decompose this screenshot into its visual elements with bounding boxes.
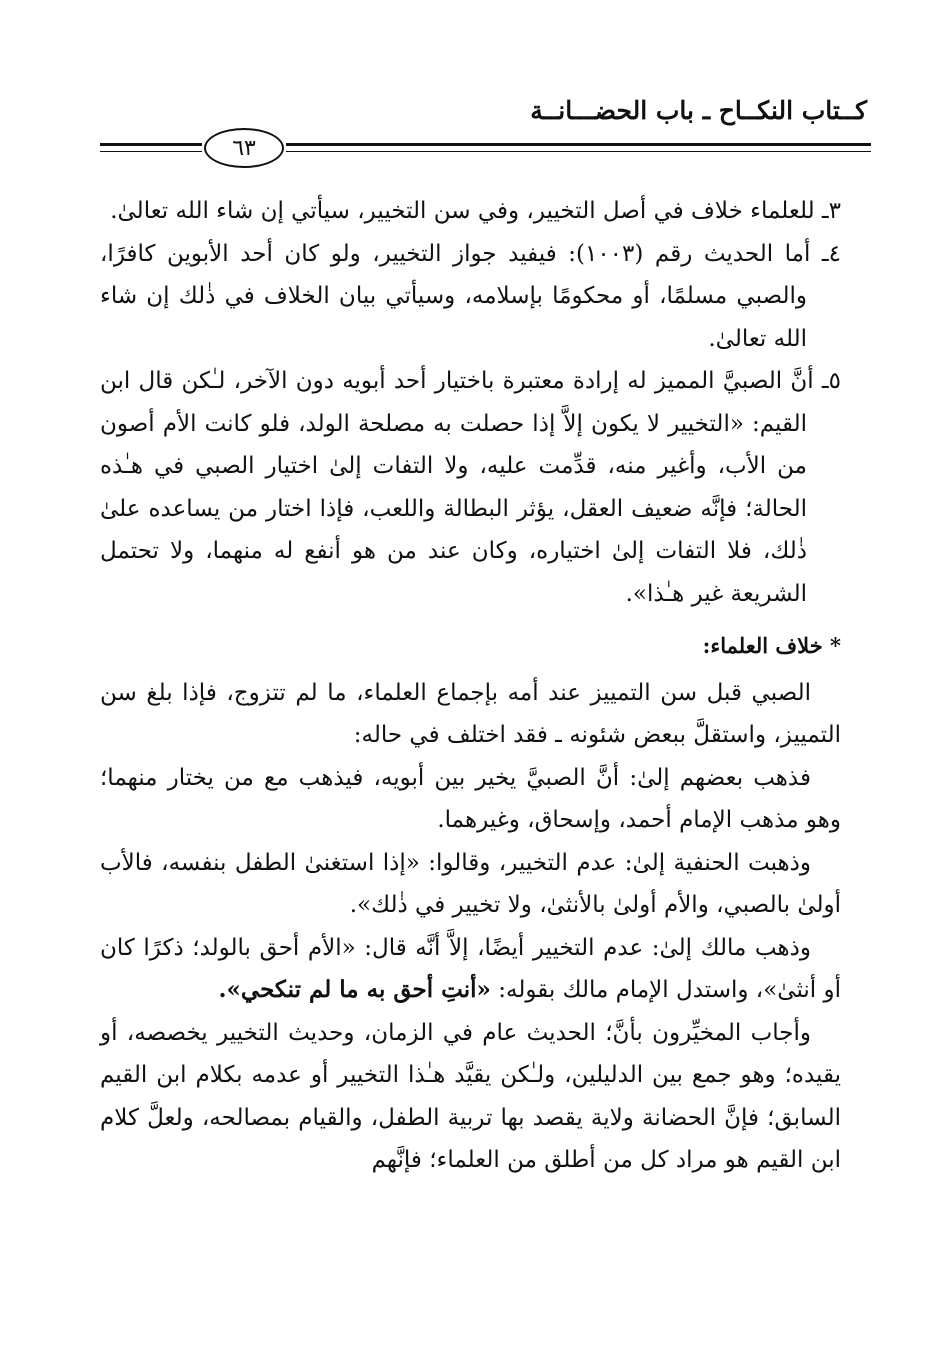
paragraph <box>100 927 841 1012</box>
page-number: ٦٣ <box>204 128 284 168</box>
page-body <box>100 190 841 1182</box>
paragraph-text: وذهب مالك إلىٰ: عدم التخيير أيضًا، إلاَّ أنَّه قال: «الأم أحق بالولد؛ ذكرًا كان أو أنثىٰ»، واستدل الإمام مالك بقوله: <box>100 934 841 1003</box>
paragraph: فذهب بعضهم إلىٰ: أنَّ الصبيَّ يخير بين أبويه، فيذهب مع من يختار منهما؛ وهو مذهب الإمام أحمد، وإسحاق، وغيرهما. <box>100 764 841 833</box>
section-heading: * خلاف العلماء: <box>702 633 841 658</box>
header-rule-right <box>286 143 871 146</box>
hadith-quote: «أنتِ أحق به ما لم تنكحي». <box>218 976 491 1003</box>
paragraph: الصبي قبل سن التمييز عند أمه بإجماع العلماء، ما لم تتزوج، فإذا بلغ سن التمييز، واستقلَّ ببعض شئونه ـ فقد اختلف في حاله: <box>100 679 841 748</box>
running-title: كــتاب النكــاح ـ باب الحضـــانــة <box>530 96 867 125</box>
header-rule-left <box>100 143 202 146</box>
header-rule-right-thin <box>286 151 871 152</box>
paragraph: وذهبت الحنفية إلىٰ: عدم التخيير، وقالوا: «إذا استغنىٰ الطفل بنفسه، فالأب أولىٰ بالصبي، والأم أولىٰ بالأنثىٰ، ولا تخيير في ذٰلك». <box>100 849 841 918</box>
header-rule-left-thin <box>100 151 202 152</box>
list-item: ٥ـ أنَّ الصبيَّ المميز له إرادة معتبرة باختيار أحد أبويه دون الآخر، لـٰكن قال ابن القيم: «التخيير لا يكون إلاَّ إذا حصلت به مصلحة الولد، فلو كانت الأم أصون من الأب، وأغير منه، قدِّمت عليه، ولا التفات إلىٰ اختيار الصبي في هـٰذه الحالة؛ فإنَّه ضعيف العقل، يؤثر البطالة واللعب، فإذا اختار من يساعده علىٰ ذٰلك، فلا التفات إلىٰ اختياره، وكان عند من هو أنفع له منهما، ولا تحتمل الشريعة غير هـٰذا». <box>100 368 841 607</box>
list-item: ٤ـ أما الحديث رقم (١٠٠٣): فيفيد جواز التخيير، ولو كان أحد الأبوين كافرًا، والصبي مسلمًا، أو محكومًا بإسلامه، وسيأتي بيان الخلاف في ذٰلك إن شاء الله تعالىٰ. <box>100 240 841 352</box>
list-item: ٣ـ للعلماء خلاف في أصل التخيير، وفي سن التخيير، سيأتي إن شاء الله تعالىٰ. <box>110 198 841 224</box>
paragraph: وأجاب المخيِّرون بأنَّ؛ الحديث عام في الزمان، وحديث التخيير يخصصه، أو يقيده؛ وهو جمع بين الدليلين، ولـٰكن يقيَّد هـٰذا التخيير أو عدمه بكلام ابن القيم السابق؛ فإنَّ الحضانة ولاية يقصد بها تربية الطفل، والقيام بمصالحه، ولعلَّ كلام ابن القيم هو مراد كل من أطلق من العلماء؛ فإنَّهم <box>100 1019 841 1173</box>
